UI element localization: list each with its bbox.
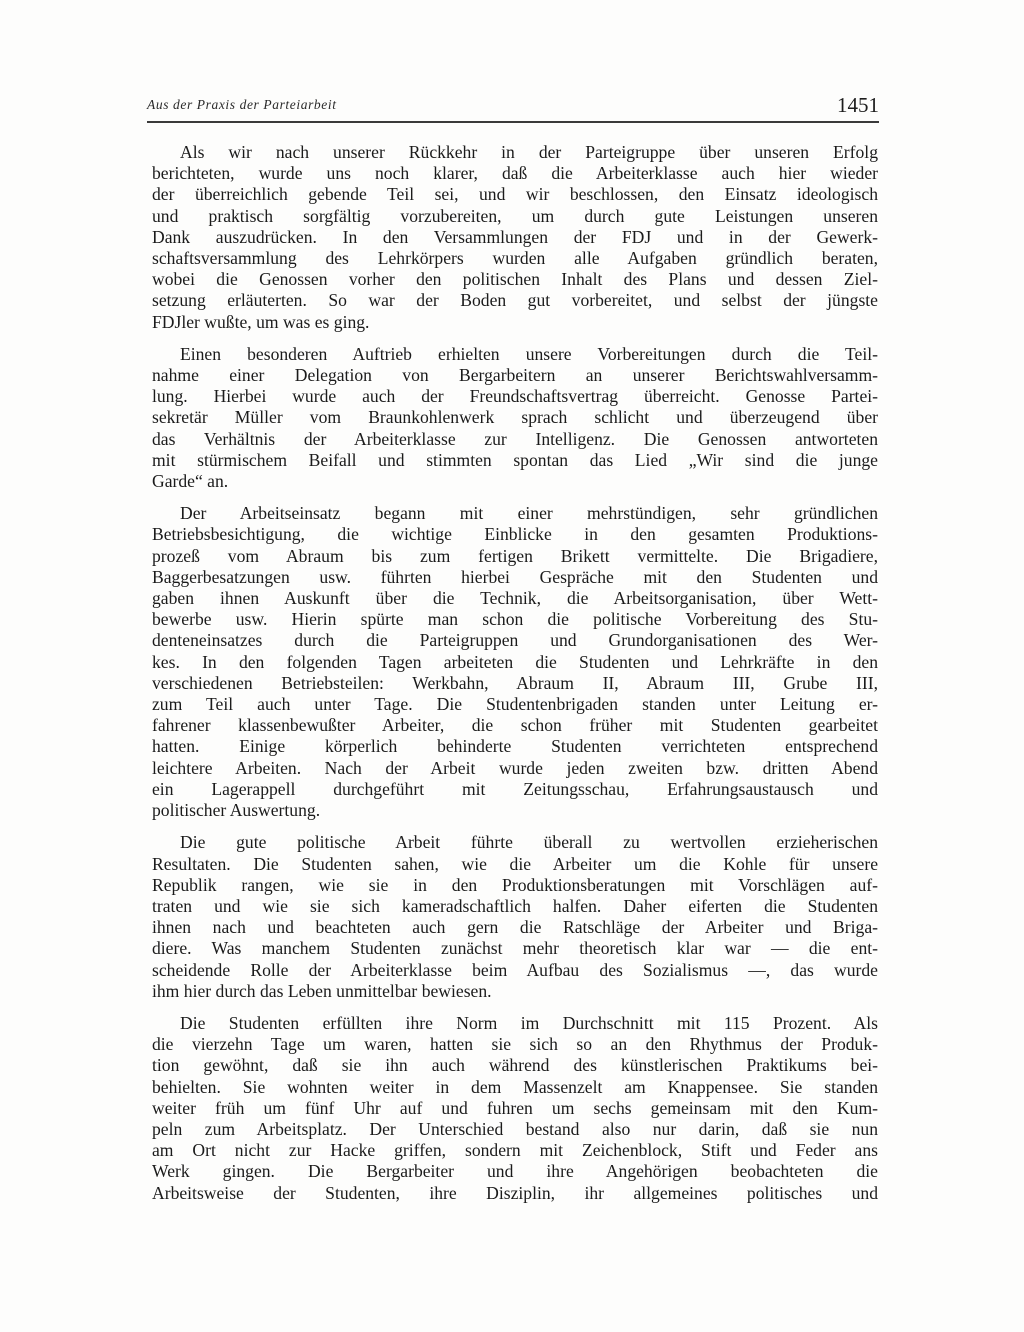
text-line: Garde“ an. <box>152 471 229 492</box>
text-line: hatten. Einige körperlich behinderte Studenten verrichteten entsprechend <box>152 736 878 757</box>
text-line: die vierzehn Tage um waren, hatten sie sich so an den Rhythmus der Produk- <box>152 1034 878 1055</box>
text-line: mit stürmischem Beifall und stimmten spontan das Lied „Wir sind die junge <box>152 449 878 470</box>
paragraph <box>152 503 878 821</box>
text-line: peln zum Arbeitsplatz. Der Unterschied bestand also nur darin, daß sie nun <box>152 1118 878 1139</box>
text-line: wobei die Genossen vorher den politischen Inhalt des Plans und dessen Ziel- <box>152 269 878 290</box>
text-line: leichtere Arbeiten. Nach der Arbeit wurde jeden zweiten bzw. dritten Abend <box>152 757 878 778</box>
text-line: Arbeitsweise der Studenten, ihre Disziplin, ihr allgemeines politisches und <box>152 1182 878 1203</box>
article-body <box>152 142 878 1215</box>
text-line: Die gute politische Arbeit führte überall zu wertvollen erzieherischen <box>180 832 878 853</box>
page-header <box>147 93 879 119</box>
text-line: der überreichlich gebende Teil sei, und wir beschlossen, den Einsatz ideologisch <box>152 184 878 205</box>
text-line: am Ort nicht zur Hacke griffen, sondern mit Zeichenblock, Stift und Feder ans <box>152 1140 878 1161</box>
running-head: Aus der Praxis der Parteiarbeit <box>147 97 337 112</box>
text-line: Als wir nach unserer Rückkehr in der Parteigruppe über unseren Erfolg <box>180 142 878 162</box>
text-line: traten und wie sie sich kameradschaftlich halfen. Daher eiferten die Studenten <box>152 895 878 916</box>
text-line: berichteten, wurde uns noch klarer, daß die Arbeiterklasse auch hier wieder <box>152 163 878 184</box>
paragraph <box>152 142 878 333</box>
text-line: zum Teil auch unter Tage. Die Studentenbrigaden standen unter Leitung er- <box>152 694 878 715</box>
text-line: FDJler wußte, um was es ging. <box>152 311 370 332</box>
text-line: Dank auszudrücken. In den Versammlungen der FDJ und in der Gewerk- <box>152 226 878 247</box>
text-line: ein Lagerappell durchgeführt mit Zeitungsschau, Erfahrungsaustausch und <box>152 778 878 799</box>
text-line: das Verhältnis der Arbeiterklasse zur Intelligenz. Die Genossen antworteten <box>152 428 878 449</box>
text-line: tion gewöhnt, daß sie ihn auch während des künstlerischen Praktikums bei- <box>152 1055 878 1076</box>
text-line: bewerbe usw. Hierin spürte man schon die politische Vorbereitung des Stu- <box>152 609 878 630</box>
text-line: behielten. Sie wohnten weiter in dem Massenzelt am Knappensee. Sie standen <box>152 1076 878 1097</box>
text-line: ihm hier durch das Leben unmittelbar bewiesen. <box>152 980 492 1001</box>
text-line: Baggerbesatzungen usw. führten hierbei Gespräche mit den Studenten und <box>152 566 878 587</box>
text-line: Werk gingen. Die Bergarbeiter und ihre Angehörigen beobachteten die <box>152 1161 878 1182</box>
text-line: Betriebsbesichtigung, die wichtige Einblicke in den gesamten Produktions- <box>152 524 878 545</box>
page-number: 1451 <box>837 93 879 117</box>
paragraph <box>152 1013 878 1204</box>
text-line: ihnen nach und beachteten auch gern die Ratschläge der Arbeiter und Briga- <box>152 917 878 938</box>
text-line: sekretär Müller vom Braunkohlenwerk sprach schlicht und überzeugend über <box>152 407 878 428</box>
text-line: politischer Auswertung. <box>152 800 321 821</box>
text-line: und praktisch sorgfältig vorzubereiten, um durch gute Leistungen unseren <box>152 205 878 226</box>
text-line: diere. Was manchem Studenten zunächst mehr theoretisch klar war — die ent- <box>152 938 878 959</box>
text-line: lung. Hierbei wurde auch der Freundschaftsvertrag überreicht. Genosse Partei- <box>152 386 878 407</box>
text-line: Republik rangen, wie sie in den Produktionsberatungen mit Vorschlägen auf- <box>152 874 878 895</box>
text-line: kes. In den folgenden Tagen arbeiteten die Studenten und Lehrkräfte in den <box>152 651 878 672</box>
paragraph <box>152 832 878 1002</box>
text-line: prozeß vom Abraum bis zum fertigen Brikett vermittelte. Die Brigadiere, <box>152 545 878 566</box>
text-line: Die Studenten erfüllten ihre Norm im Durchschnitt mit 115 Prozent. Als <box>180 1012 878 1033</box>
text-line: Der Arbeitseinsatz begann mit einer mehrstündigen, sehr gründlichen <box>180 503 878 524</box>
text-line: gaben ihnen Auskunft über die Technik, die Arbeitsorganisation, über Wett- <box>152 588 878 609</box>
text-line: verschiedenen Betriebsteilen: Werkbahn, Abraum II, Abraum III, Grube III, <box>152 672 878 693</box>
text-line: fahrener klassenbewußter Arbeiter, die schon früher mit Studenten gearbeitet <box>152 715 878 736</box>
text-line: setzung erläuterten. So war der Boden gut vorbereitet, und selbst der jüngste <box>152 290 878 311</box>
paragraph <box>152 344 878 492</box>
text-line: schaftsversammlung des Lehrkörpers wurden alle Aufgaben gründlich beraten, <box>152 248 878 269</box>
text-line: weiter früh um fünf Uhr auf und fuhren um sechs gemeinsam mit den Kum- <box>152 1097 878 1118</box>
text-line: Resultaten. Die Studenten sahen, wie die Arbeiter um die Kohle für unsere <box>152 853 878 874</box>
text-line: scheidende Rolle der Arbeiterklasse beim Aufbau des Sozialismus —, das wurde <box>152 959 878 980</box>
text-line: denteneinsatzes durch die Parteigruppen und Grundorganisationen des Wer- <box>152 630 878 651</box>
header-rule <box>147 121 879 123</box>
text-line: nahme einer Delegation von Bergarbeitern an unserer Berichtswahlversamm- <box>152 365 878 386</box>
text-line: Einen besonderen Auftrieb erhielten unsere Vorbereitungen durch die Teil- <box>180 343 878 364</box>
